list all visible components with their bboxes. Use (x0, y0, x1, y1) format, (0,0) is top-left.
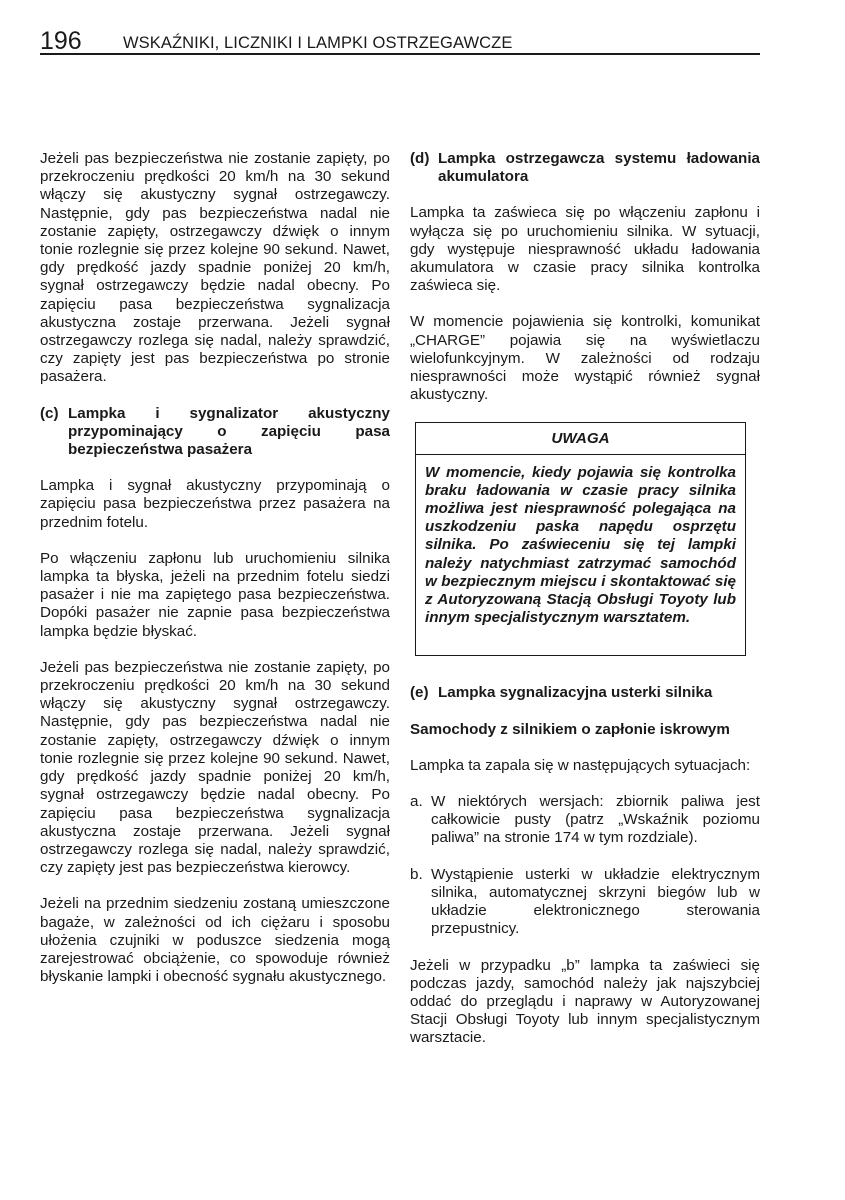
paragraph: Lampka ta zaświeca się po włączeniu zapłonu i wyłącza się po uruchomieniu silnika. W sytuacji, gdy występuje niesprawność układu ładowania akumulatora w czasie pracy silnika kontrolka zaświeca się. (410, 204, 760, 295)
paragraph: Jeżeli pas bezpieczeństwa nie zostanie zapięty, po przekroczeniu prędkości 20 km/h na 30 sekund włączy się akustyczny sygnał ostrzegawczy. Następnie, gdy pas bezpieczeństwa nadal nie zostanie zapięty, ostrzegawczy dźwięk o innym tonie rozlegnie się przez kolejne 90 sekund. Nawet, gdy prędkość jazdy spadnie poniżej 20 km/h, sygnał ostrzegawczy będzie nadal obecny. Po zapięciu pasa bezpieczeństwa sygnalizacja akustyczna zostaje przerwana. Jeżeli sygnał ostrzegawczy rozlega się nadal, należy sprawdzić, czy zapięty jest pas bezpieczeństwa po stronie pasażera. (40, 150, 390, 386)
warning-box (415, 422, 746, 656)
paragraph: Lampka i sygnał akustyczny przypominają o zapięciu pasa bezpieczeństwa przez pasażera na przednim fotelu. (40, 477, 390, 531)
right-column (410, 150, 760, 1066)
section-heading-c (40, 405, 390, 460)
section-label: (e) (410, 684, 429, 702)
list-item (410, 793, 760, 848)
warning-text: W momencie, kiedy pojawia się kontrolka braku ładowania w czasie pracy silnika możliwa jest niesprawność polegająca na uszkodzeniu paska napędu osprzętu silnika. Po zaświeceniu się tej lampki należy natychmiast zatrzymać samochód w bezpiecznym miejscu i skontaktować się z Autoryzowaną Stacją Obsługi Toyoty lub innym specjalistycznym warsztatem. (425, 463, 736, 627)
list-item (410, 866, 760, 939)
left-column (40, 150, 390, 1004)
paragraph: Jeżeli na przednim siedzeniu zostaną umieszczone bagaże, w zależności od ich ciężaru i sposobu ułożenia czujniki w poduszce siedzenia mogą zarejestrować obciążenie, co spowoduje również błyskanie lampki i obecność sygnału akustycznego. (40, 895, 390, 986)
section-title: Lampka sygnalizacyjna usterki silnika (438, 684, 713, 702)
list-marker: a. (410, 793, 423, 811)
paragraph: Po włączeniu zapłonu lub uruchomieniu silnika lampka ta błyska, jeżeli na przednim fotelu siedzi pasażer i nie ma zapiętego pasa bezpieczeństwa. Dopóki pasażer nie zapnie pasa bezpieczeństwa lampka będzie błyskać. (40, 549, 390, 640)
section-heading-e (410, 684, 760, 702)
paragraph: Jeżeli w przypadku „b” lampka ta zaświeci się podczas jazdy, samochód należy jak najszybciej oddać do przeglądu i naprawy w Autoryzowanej Stacji Obsługi Toyoty lub innym specjalistycznym warsztacie. (410, 956, 760, 1047)
paragraph: Jeżeli pas bezpieczeństwa nie zostanie zapięty, po przekroczeniu prędkości 20 km/h na 30 sekund włączy się akustyczny sygnał ostrzegawczy. Następnie, gdy pas bezpieczeństwa nadal nie zostanie zapięty, ostrzegawczy dźwięk o innym tonie rozlegnie się przez kolejne 90 sekund. Nawet, gdy prędkość jazdy spadnie poniżej 20 km/h, sygnał ostrzegawczy będzie nadal obecny. Po zapięciu pasa bezpieczeństwa sygnalizacja akustyczna zostaje przerwana. Jeżeli sygnał ostrzegawczy rozlega się nadal, należy sprawdzić, czy zapięty jest pas bezpieczeństwa kierowcy. (40, 658, 390, 877)
running-title: WSKAŹNIKI, LICZNIKI I LAMPKI OSTRZEGAWCZE (123, 34, 513, 52)
header-rule (40, 53, 760, 55)
section-title: Lampka ostrzegawcza systemu ładowania akumulatora (438, 150, 760, 186)
page-number: 196 (40, 27, 82, 55)
warning-title: UWAGA (416, 423, 745, 454)
paragraph: Lampka ta zapala się w następujących sytuacjach: (410, 756, 751, 774)
paragraph: W momencie pojawienia się kontrolki, komunikat „CHARGE” pojawia się na wyświetlaczu wielofunkcyjnym. W zależności od rodzaju niesprawności może wystąpić również sygnał akustyczny. (410, 313, 760, 404)
list-marker: b. (410, 865, 423, 883)
section-label: (d) (410, 150, 430, 167)
subheading: Samochody z silnikiem o zapłonie iskrowym (410, 720, 730, 738)
section-title: Lampka i sygnalizator akustyczny przypominający o zapięciu pasa bezpieczeństwa pasażera (68, 404, 390, 459)
list-item-text: Wystąpienie usterki w układzie elektrycznym silnika, automatycznej skrzyni biegów lub w układzie elektronicznego sterowania przepustnicy. (431, 865, 760, 938)
list-item-text: W niektórych wersjach: zbiornik paliwa jest całkowicie pusty (patrz „Wskaźnik poziomu paliwa” na stronie 174 w tym rozdziale). (431, 793, 760, 847)
section-label: (c) (40, 404, 59, 422)
section-heading-d (410, 150, 760, 186)
